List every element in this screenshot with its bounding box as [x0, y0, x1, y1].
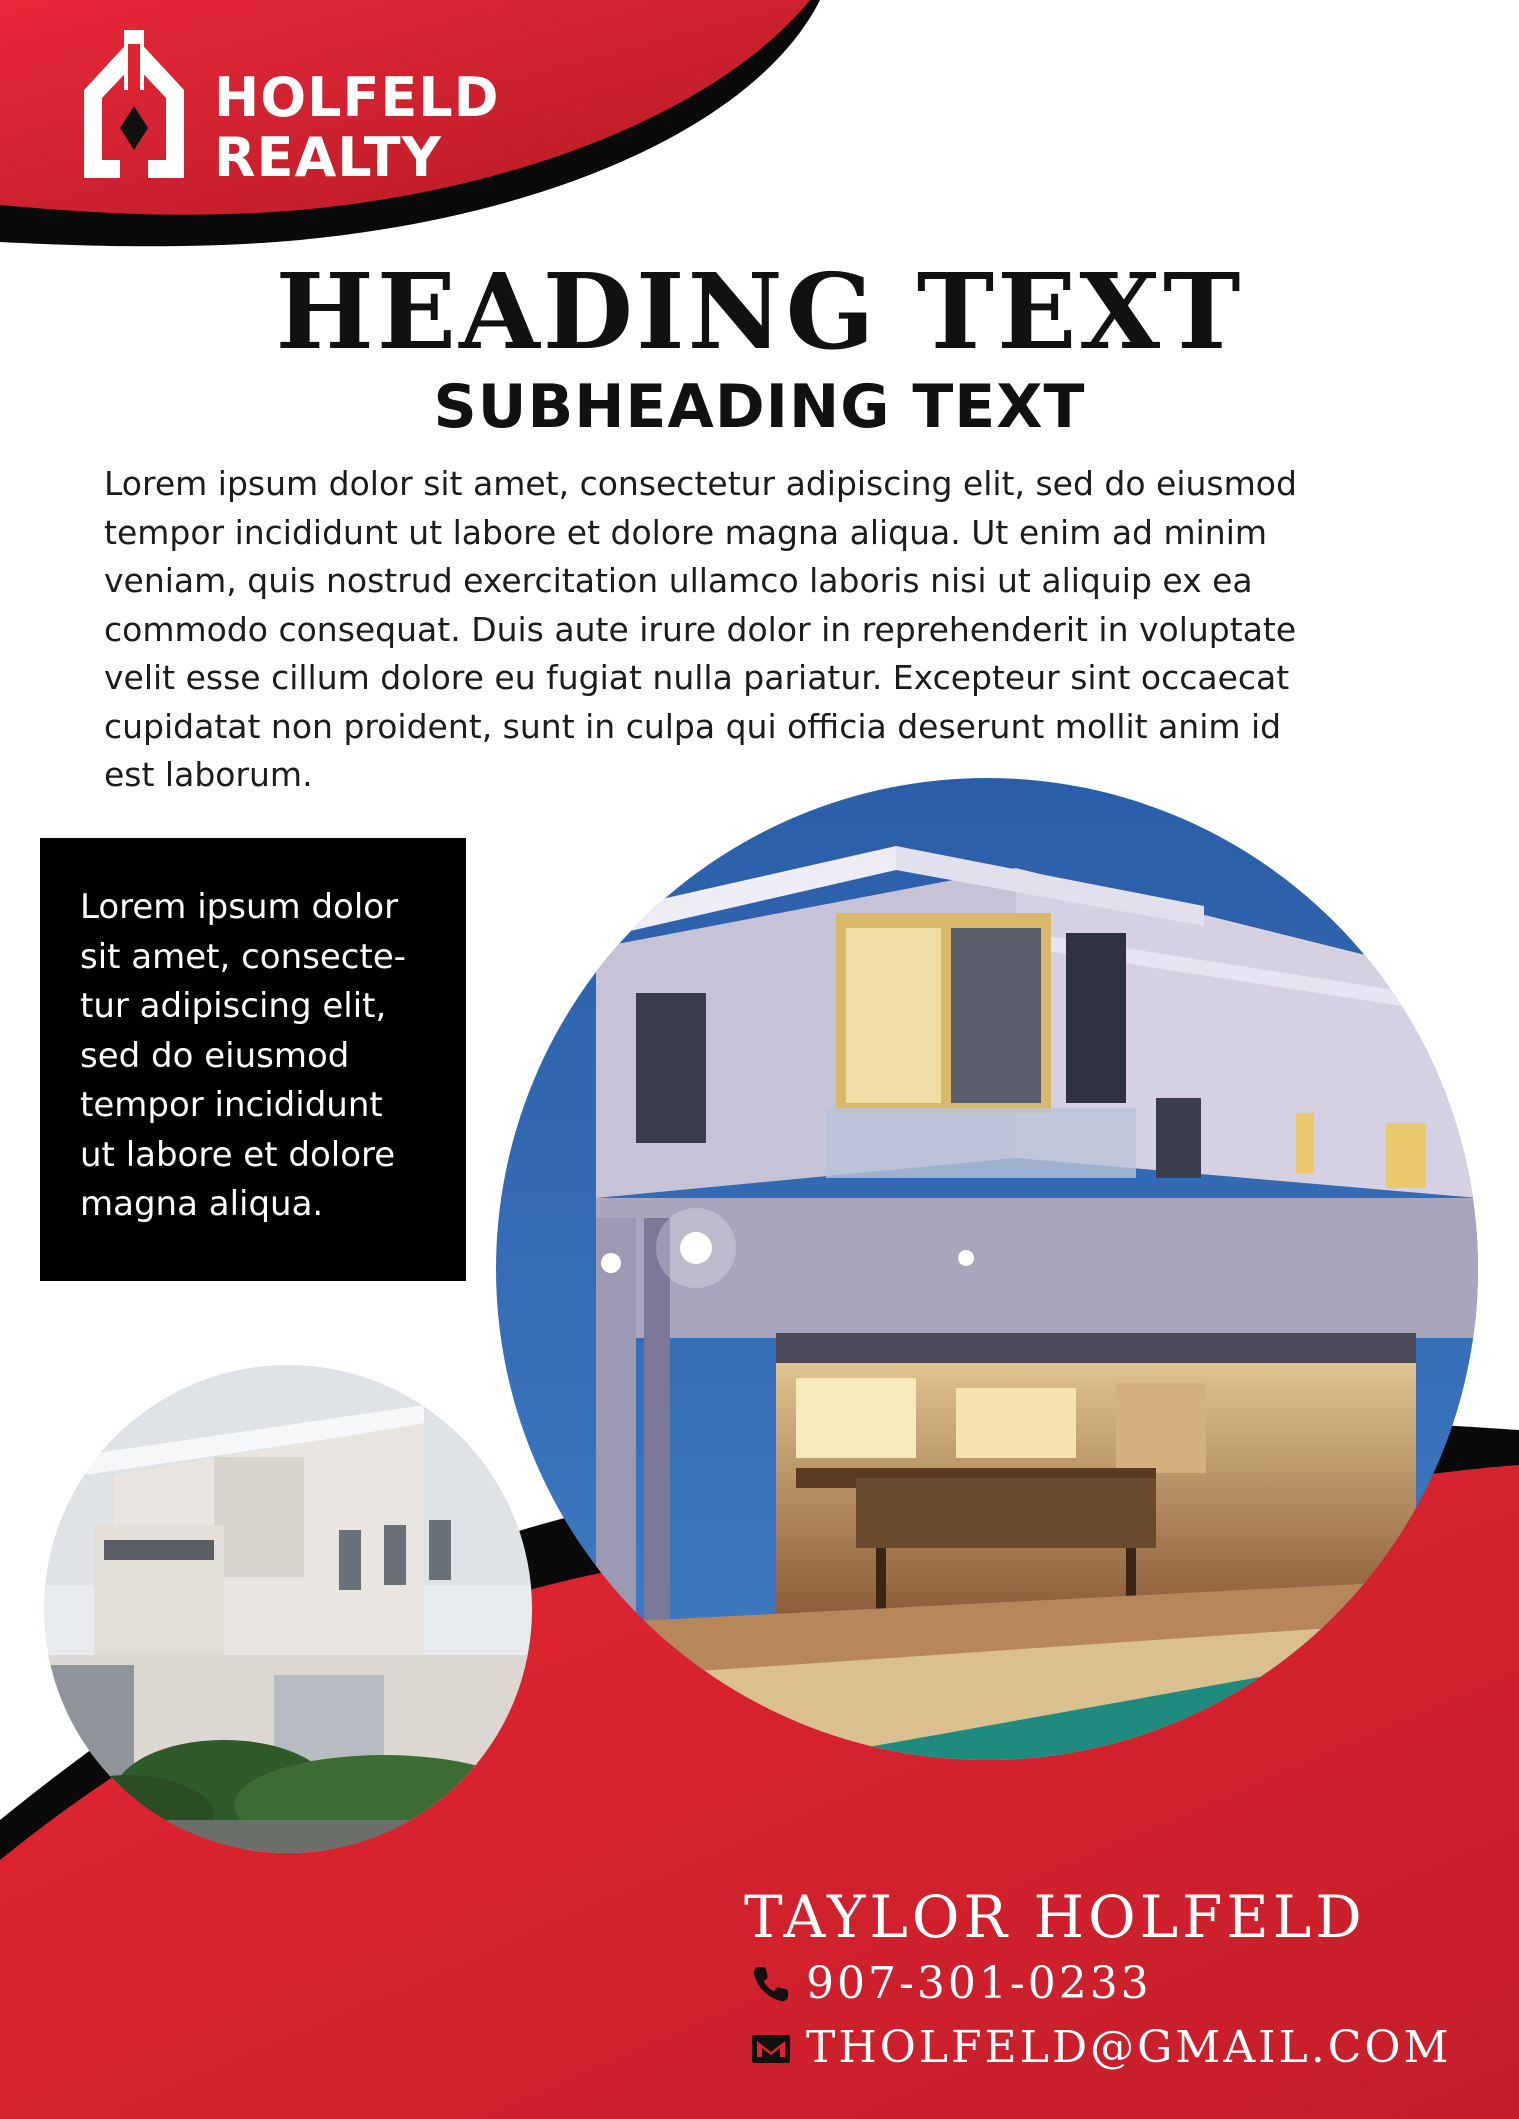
callout-line: ut labore et dolore [80, 1134, 396, 1175]
house-diamond-icon [78, 28, 190, 180]
body-line: cupidatat non proident, sunt in culpa qui officia deserunt mollit anim id [104, 706, 1282, 746]
callout-text [80, 883, 406, 1230]
contact-phone[interactable] [750, 1958, 1152, 2010]
email-address: THOLFELD@GMAIL.COM [806, 2022, 1452, 2073]
contact-name: TAYLOR HOLFELD [744, 1883, 1366, 1951]
body-line: commodo consequat. Duis aute irure dolor in reprehenderit in voluptate [104, 609, 1297, 649]
body-line: Lorem ipsum dolor sit amet, consectetur adipiscing elit, sed do eiusmod [104, 464, 1297, 503]
phone-number: 907-301-0233 [806, 1958, 1152, 2009]
heading: HEADING TEXT [275, 250, 1244, 373]
brand-name-line2: REALTY [214, 126, 442, 189]
callout-line: sit amet, consecte- [80, 936, 407, 977]
secondary-house-photo [44, 1365, 532, 1853]
callout-line: magna aliqua. [80, 1184, 324, 1224]
callout-line: sed do eiusmod [80, 1035, 350, 1076]
mail-icon [750, 2027, 792, 2069]
contact-email[interactable] [750, 2022, 1452, 2074]
body-paragraph [104, 460, 1404, 800]
callout-line: Lorem ipsum dolor [80, 887, 399, 927]
callout-box [40, 838, 466, 1281]
brand-name [214, 68, 500, 188]
subheading: SUBHEADING TEXT [433, 372, 1086, 442]
callout-line: tempor incididunt [80, 1085, 383, 1125]
callout-line: tur adipiscing elit, [80, 986, 387, 1026]
body-line: est laborum. [104, 755, 313, 794]
body-line: tempor incididunt ut labore et dolore magna aliqua. Ut enim ad minim [104, 512, 1268, 552]
body-line: velit esse cillum dolore eu fugiat nulla pariatur. Excepteur sint occaecat [104, 658, 1290, 697]
brand-name-line1: HOLFELD [214, 66, 500, 129]
phone-icon [750, 1963, 792, 2005]
main-house-photo [496, 778, 1478, 1760]
body-line: veniam, quis nostrud exercitation ullamco laboris nisi ut aliquip ex ea [104, 561, 1253, 600]
